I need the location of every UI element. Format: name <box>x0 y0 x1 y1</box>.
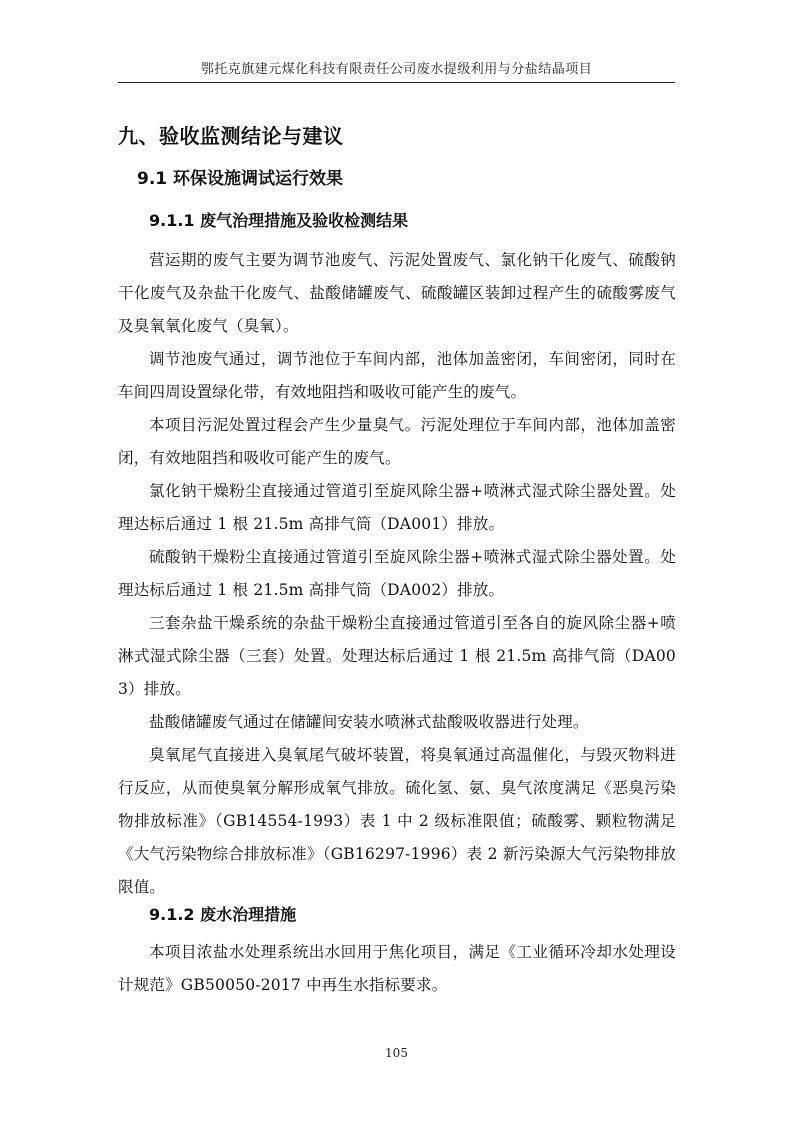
paragraph: 氯化钠干燥粉尘直接通过管道引至旋风除尘器+喷淋式湿式除尘器处置。处理达标后通过 1 根 21.5m 高排气筒（DA001）排放。 <box>118 482 676 533</box>
running-header: 鄂托克旗建元煤化科技有限责任公司废水提级利用与分盐结晶项目 <box>200 62 593 77</box>
paragraph: 硫酸钠干燥粉尘直接通过管道引至旋风除尘器+喷淋式湿式除尘器处置。处理达标后通过 1 根 21.5m 高排气筒（DA002）排放。 <box>118 548 676 599</box>
paragraph: 臭氧尾气直接进入臭氧尾气破坏装置，将臭氧通过高温催化，与毁灭物料进行反应，从而使臭氧分解形成氧气排放。硫化氢、氨、臭气浓度满足《恶臭污染物排放标准》（GB14554-1993）表 1 中 2 级标准限值；硫酸雾、颗粒物满足《大气污染物综合排放标准》（GB16297-1996）表 2 新污染源大气污染物排放限值。 <box>118 746 676 896</box>
page-number: 105 <box>385 1046 408 1060</box>
paragraph: 调节池废气通过，调节池位于车间内部，池体加盖密闭，车间密闭，同时在车间四周设置绿化带，有效地阻挡和吸收可能产生的废气。 <box>118 350 676 401</box>
subsection-title: 9.1 环保设施调试运行效果 <box>137 169 344 189</box>
section-title: 九、验收监测结论与建议 <box>118 124 344 148</box>
wastewater-body <box>118 936 676 1002</box>
paragraph: 营运期的废气主要为调节池废气、污泥处置废气、氯化钠干化废气、硫酸钠干化废气及杂盐干化废气、盐酸储罐废气、硫酸罐区装卸过程产生的硫酸雾废气及臭氧氧化废气（臭氧）。 <box>118 251 676 335</box>
paragraph: 本项目浓盐水处理系统出水回用于焦化项目，满足《工业循环冷却水处理设计规范》GB50050-2017 中再生水指标要求。 <box>118 943 676 994</box>
paragraph: 盐酸储罐废气通过在储罐间安装水喷淋式盐酸吸收器进行处理。 <box>149 713 589 731</box>
paragraph: 本项目污泥处置过程会产生少量臭气。污泥处理位于车间内部，池体加盖密闭，有效地阻挡和吸收可能产生的废气。 <box>118 416 676 467</box>
header-divider <box>118 82 675 83</box>
subsubsection-title-wastewater: 9.1.2 废水治理措施 <box>149 905 297 924</box>
paragraph: 三套杂盐干燥系统的杂盐干燥粉尘直接通过管道引至各自的旋风除尘器+喷淋式湿式除尘器（三套）处置。处理达标后通过 1 根 21.5m 高排气筒（DA003）排放。 <box>118 614 676 698</box>
subsubsection-title-exhaust: 9.1.1 废气治理措施及验收检测结果 <box>149 211 409 230</box>
exhaust-body <box>118 244 676 904</box>
